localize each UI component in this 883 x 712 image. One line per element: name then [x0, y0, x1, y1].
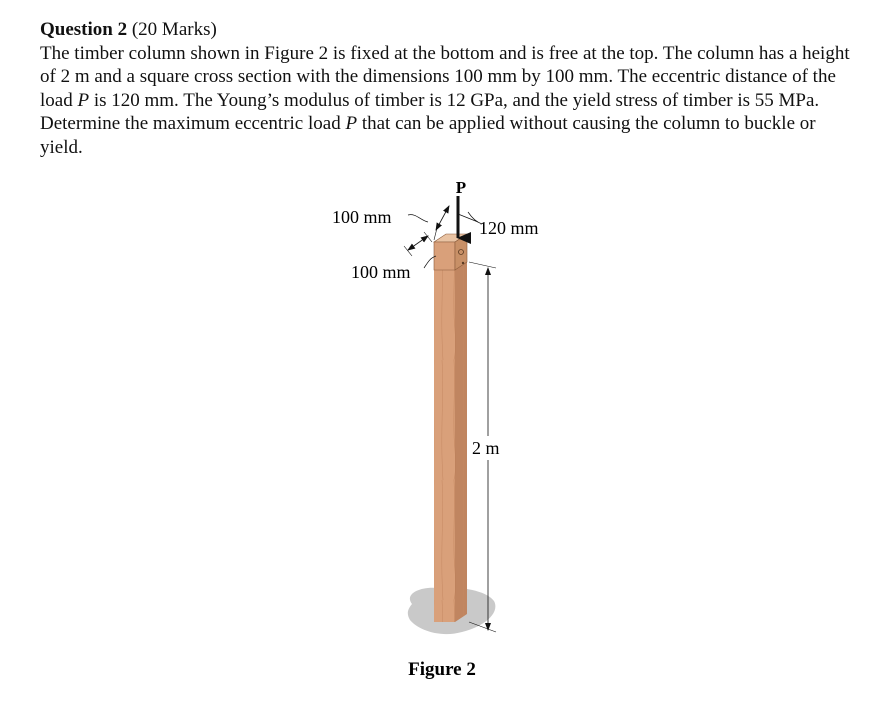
load-variable: P	[345, 113, 358, 134]
load-variable: P	[77, 89, 90, 111]
depth-label: 100 mm	[351, 262, 411, 282]
eccentricity-label: 120 mm	[479, 218, 539, 238]
width-label: 100 mm	[332, 207, 392, 227]
question-title: Question 2	[40, 19, 128, 40]
depth-dimension-line	[408, 236, 428, 250]
load-label: P	[455, 178, 467, 197]
question-text-part-2: is 120 mm. The Young’s modulus of timber is 12 GPa, and the yield stress of timber is 55 MPa. Determine the maximum eccentric load	[40, 89, 820, 134]
question-text-part-3: that can be applied without causing the column to buckle or yield.	[40, 113, 816, 158]
height-label: 2 m	[472, 438, 500, 458]
width-dimension-line	[436, 206, 449, 230]
question-text-part-1: The timber column shown in Figure 2 is fixed at the bottom and is free at the top. The column has a height of 2 m and a square cross section with the dimensions 100 mm by 100 mm. The eccentric distance of the load	[40, 42, 850, 111]
column-cap-front	[434, 242, 455, 270]
question-marks: (20 Marks)	[131, 19, 217, 40]
figure-caption: Figure 2	[408, 659, 476, 680]
